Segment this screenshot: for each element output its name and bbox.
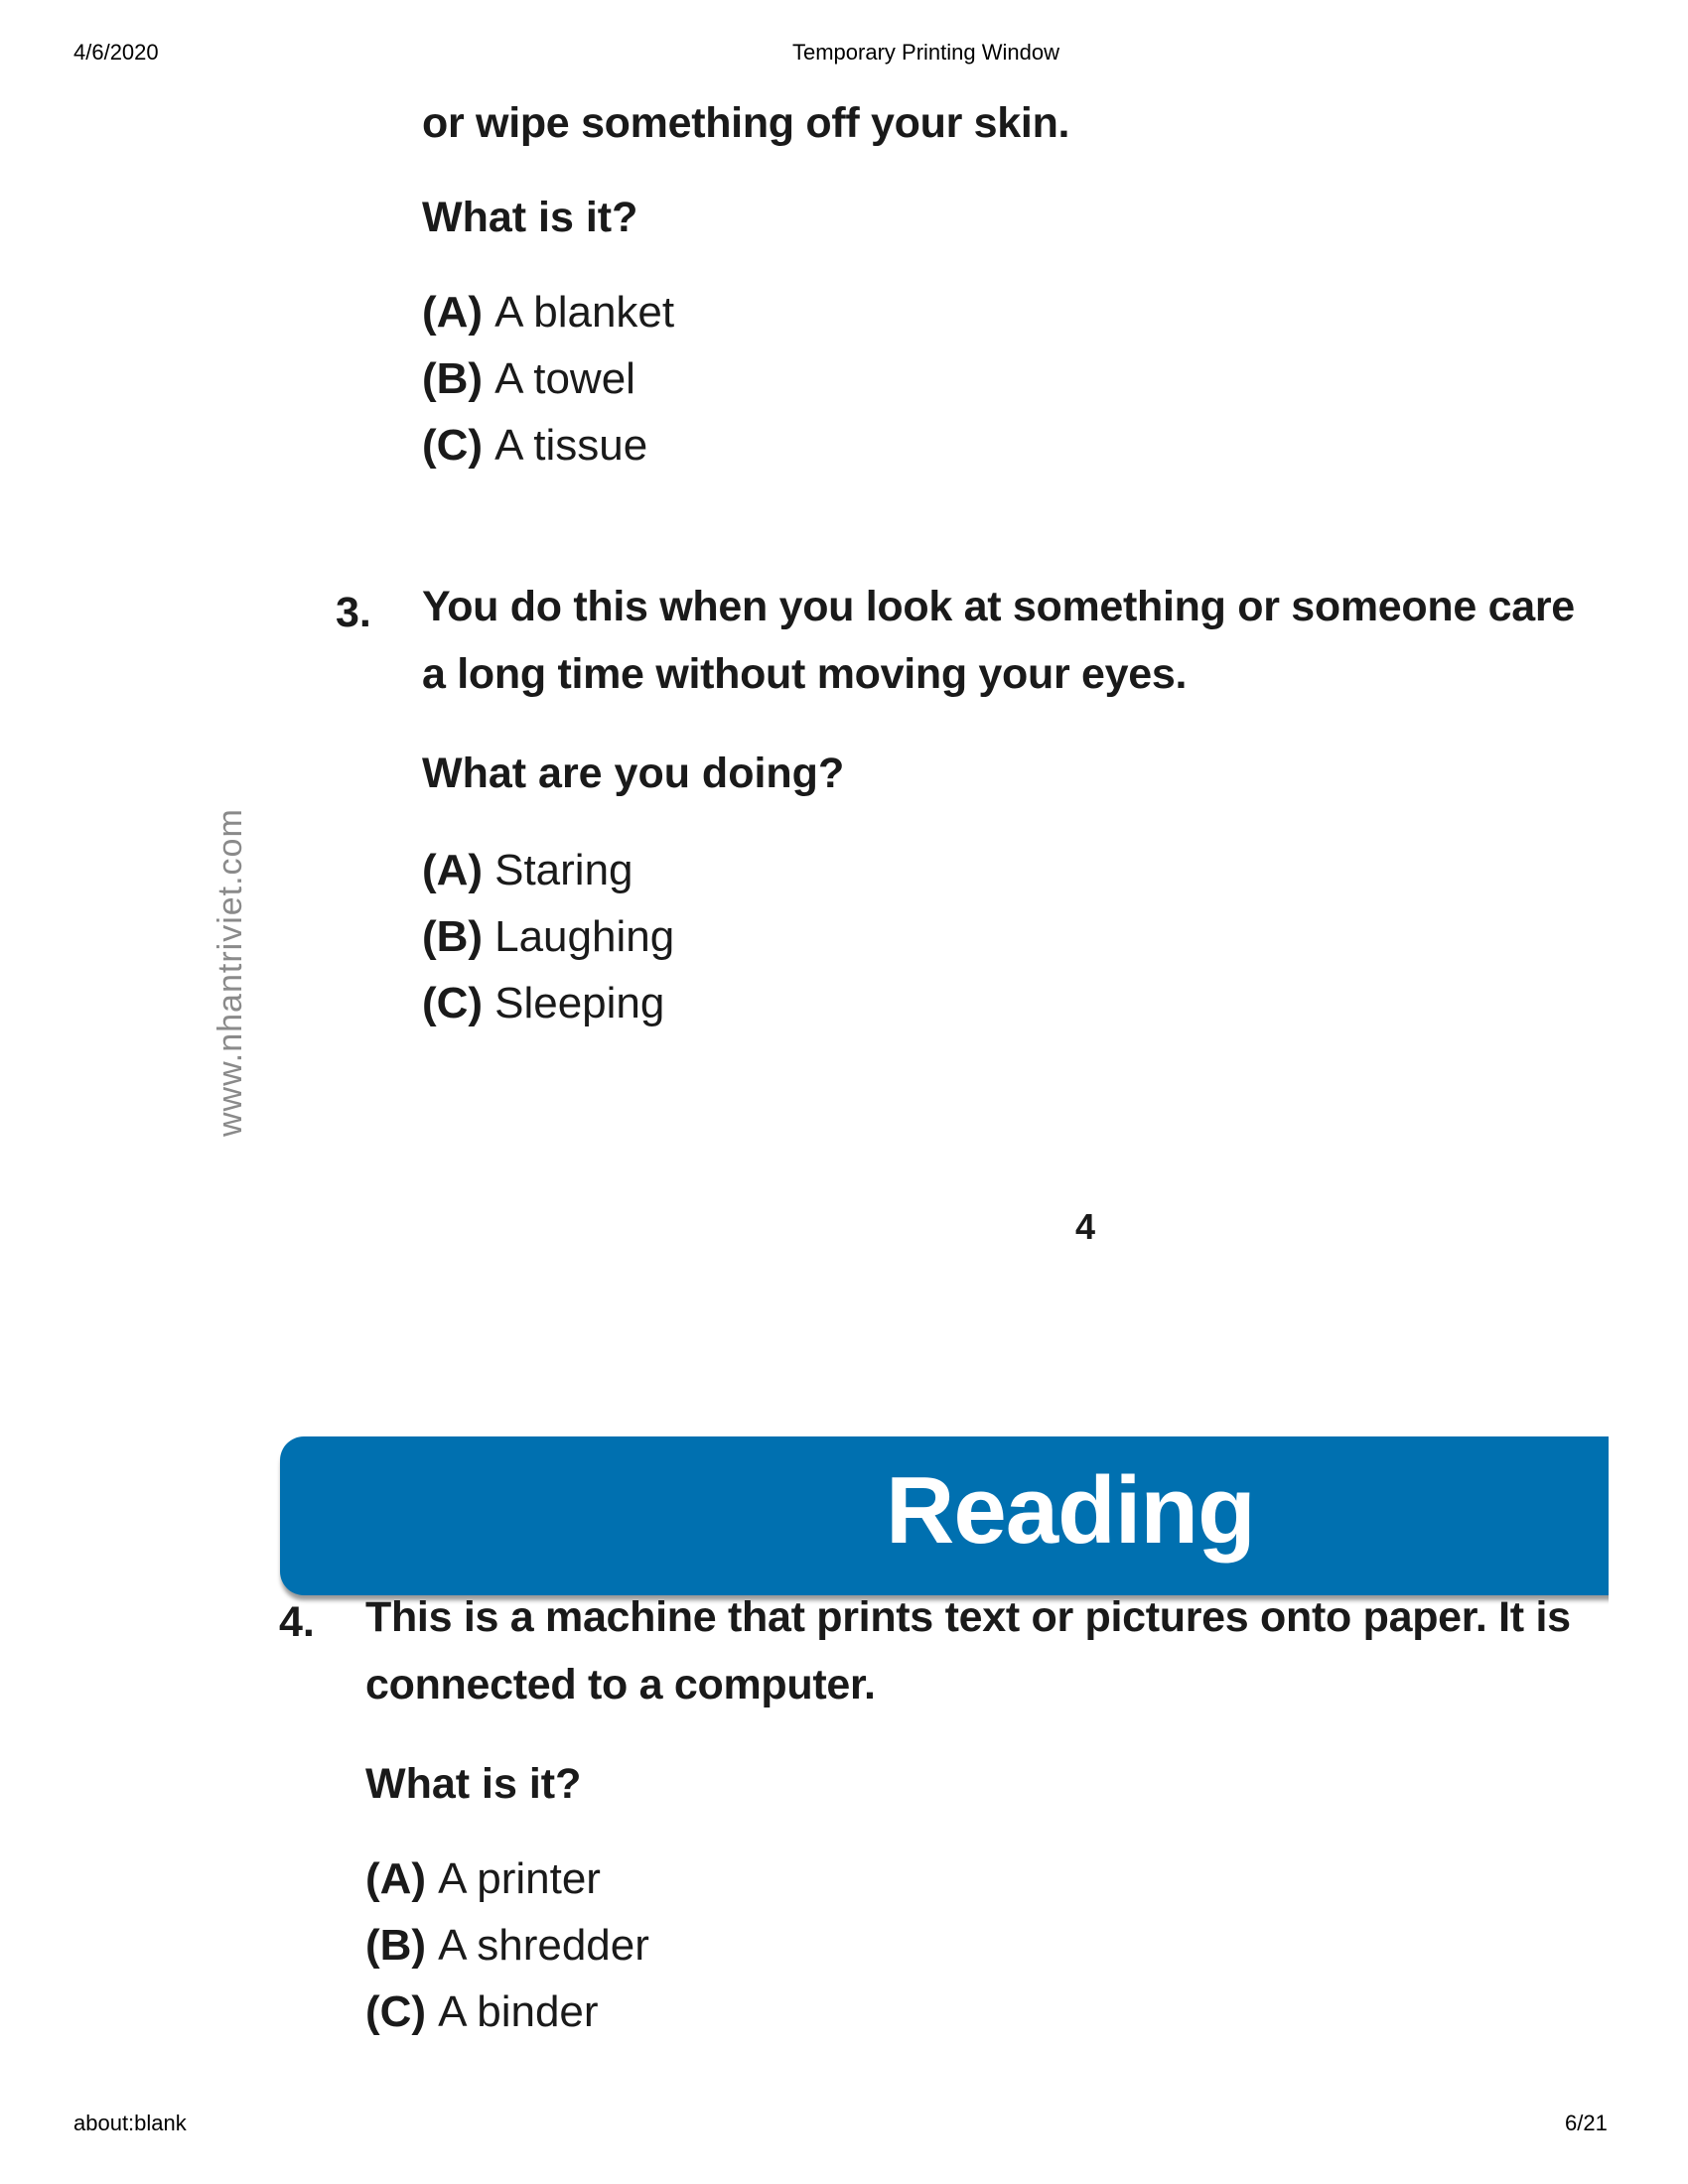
option-text: Laughing	[494, 912, 675, 961]
option-text: Staring	[494, 846, 633, 894]
watermark: www.nhantriviet.com	[211, 808, 249, 1137]
section-title: Reading	[886, 1457, 1255, 1564]
question-2-prompt: What is it?	[422, 194, 638, 241]
question-3-options	[422, 837, 674, 1036]
option-letter: (A)	[422, 288, 484, 337]
option-letter: (B)	[422, 912, 484, 961]
option-text: A printer	[438, 1854, 601, 1903]
option-a[interactable]	[422, 279, 674, 345]
document-content	[0, 74, 1609, 2080]
option-b[interactable]	[422, 903, 674, 970]
question-4-text-line-1: This is a machine that prints text or pictures onto paper. It is	[365, 1593, 1571, 1641]
question-2-text-line: or wipe something off your skin.	[422, 99, 1070, 147]
option-letter: (B)	[422, 354, 484, 403]
option-text: Sleeping	[494, 979, 665, 1027]
option-text: A binder	[438, 1987, 599, 2036]
option-c[interactable]	[365, 1979, 649, 2045]
option-letter: (C)	[365, 1987, 427, 2036]
option-a[interactable]	[365, 1845, 649, 1912]
option-b[interactable]	[422, 345, 674, 412]
print-window-title: Temporary Printing Window	[792, 40, 1059, 65]
option-c[interactable]	[422, 412, 674, 478]
page-number: 4	[1075, 1206, 1096, 1247]
print-page-count: 6/21	[1565, 2111, 1608, 2135]
question-4-number: 4.	[279, 1598, 315, 1646]
question-3-prompt: What are you doing?	[422, 750, 845, 797]
option-text: A towel	[494, 354, 635, 403]
option-a[interactable]	[422, 837, 674, 903]
question-3-text-line-1: You do this when you look at something or someone care	[422, 583, 1575, 630]
option-letter: (B)	[365, 1921, 427, 1970]
question-4-prompt: What is it?	[365, 1760, 582, 1808]
option-letter: (C)	[422, 979, 484, 1027]
question-4-text-line-2: connected to a computer.	[365, 1661, 876, 1708]
question-3-text-line-2: a long time without moving your eyes.	[422, 650, 1188, 698]
option-letter: (A)	[422, 846, 484, 894]
print-url: about:blank	[73, 2111, 187, 2135]
question-4-options	[365, 1845, 649, 2045]
option-letter: (A)	[365, 1854, 427, 1903]
option-text: A tissue	[494, 421, 648, 470]
option-letter: (C)	[422, 421, 484, 470]
option-c[interactable]	[422, 970, 674, 1036]
option-text: A shredder	[438, 1921, 649, 1970]
question-2-options	[422, 279, 674, 478]
section-banner	[280, 1436, 1609, 1595]
option-b[interactable]	[365, 1912, 649, 1979]
option-text: A blanket	[494, 288, 675, 337]
print-date: 4/6/2020	[73, 40, 159, 65]
question-3-number: 3.	[336, 589, 371, 636]
